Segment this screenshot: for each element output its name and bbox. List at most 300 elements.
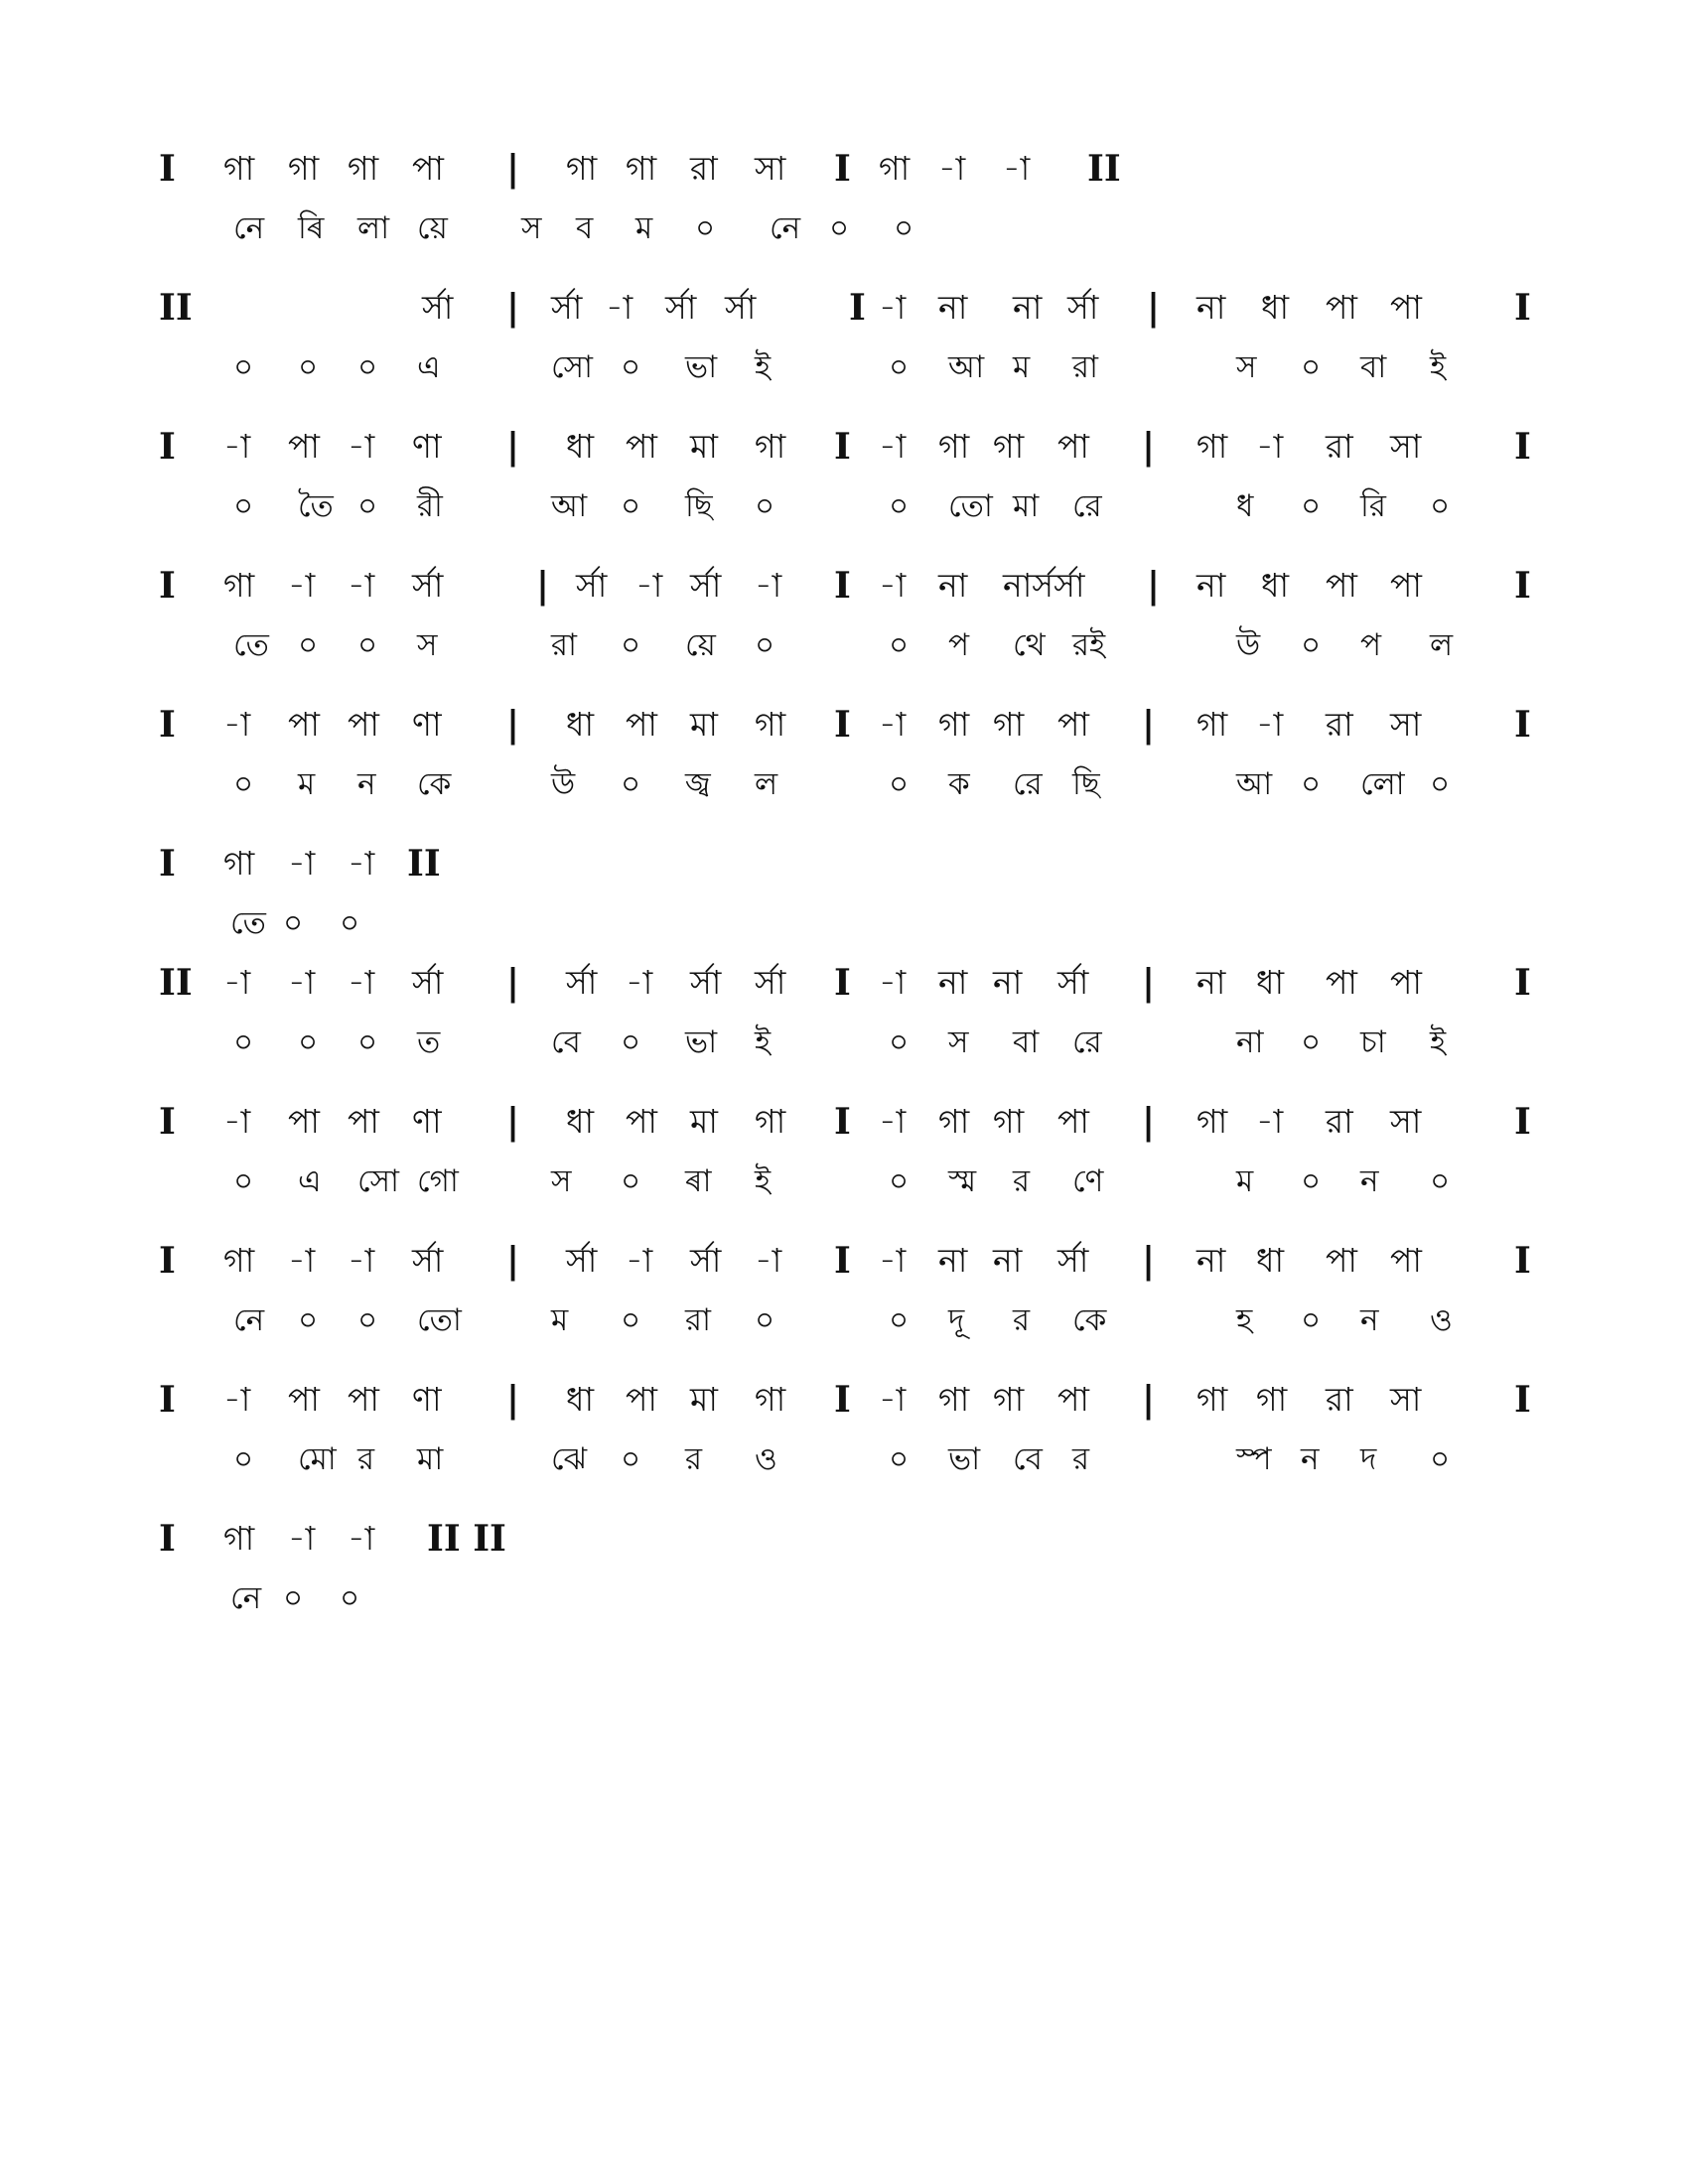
swara-note: পা: [1326, 288, 1357, 327]
lyric-syllable: ম: [635, 210, 653, 246]
lyric-syllable: ০: [695, 210, 716, 246]
lyric-syllable: ঝে: [551, 1441, 588, 1477]
lyric-syllable: র: [1072, 1441, 1090, 1477]
lyric-syllable: ০: [755, 1302, 775, 1338]
swara-note: রা: [690, 149, 718, 188]
lyric-syllable: ০: [889, 627, 910, 663]
notation-line: [0, 695, 1688, 814]
lyric-syllable: ০: [1430, 766, 1451, 802]
swara-note: পা: [626, 1380, 657, 1419]
swara-note: র্সা: [755, 963, 786, 1002]
lyric-syllable: থে: [1013, 627, 1046, 663]
bar-line: I: [159, 148, 176, 190]
lyric-syllable: ভা: [685, 1024, 718, 1060]
swara-note: সা: [1390, 705, 1422, 744]
lyric-row: [0, 1013, 1688, 1072]
lyric-syllable: ম: [1236, 1163, 1254, 1199]
lyric-syllable: উ: [1236, 627, 1261, 663]
bar-line: I: [159, 1101, 176, 1143]
lyric-syllable: ও: [1430, 1302, 1453, 1338]
lyric-syllable: স: [521, 210, 542, 246]
lyric-syllable: মা: [1013, 488, 1040, 524]
lyric-syllable: ৰি: [298, 210, 325, 246]
swara-note: পা: [1057, 705, 1089, 744]
lyric-syllable: রে: [1013, 766, 1043, 802]
swara-note: -া: [626, 1241, 653, 1280]
swara-note: -া: [348, 427, 375, 466]
swara-note: না: [1196, 1241, 1226, 1280]
swara-note: সা: [755, 149, 786, 188]
lyric-syllable: ০: [1301, 349, 1322, 385]
lyric-syllable: ম: [551, 1302, 569, 1338]
lyric-syllable: ত: [417, 1024, 441, 1060]
lyric-syllable: ই: [1430, 1024, 1447, 1060]
swara-note: -া: [879, 1380, 907, 1419]
swara-note: পা: [348, 705, 379, 744]
swara-note: রা: [1326, 705, 1353, 744]
lyric-syllable: হ: [1236, 1302, 1253, 1338]
lyric-syllable: ০: [889, 1441, 910, 1477]
lyric-syllable: গো: [417, 1163, 459, 1199]
swara-note: -া: [348, 963, 375, 1002]
lyric-syllable: আ: [1236, 766, 1273, 802]
swara-note: -া: [938, 149, 966, 188]
bar-line: I: [159, 426, 176, 468]
lyric-syllable: ০: [621, 488, 641, 524]
lyric-syllable: ০: [357, 488, 378, 524]
swara-note: মা: [690, 705, 718, 744]
bar-line: II II: [427, 1518, 506, 1560]
swara-note: -া: [755, 1241, 782, 1280]
lyric-syllable: য়ে: [685, 627, 716, 663]
swara-note: পা: [626, 1102, 657, 1141]
swaralipi-row: [0, 953, 1688, 1013]
swara-note: -া: [348, 844, 375, 883]
lyric-syllable: দূ: [948, 1302, 965, 1338]
lyric-syllable: ০: [1430, 1441, 1451, 1477]
lyric-syllable: লো: [1360, 766, 1405, 802]
swara-note: না: [993, 963, 1023, 1002]
lyric-syllable: স: [1236, 349, 1257, 385]
lyric-syllable: ন: [1360, 1163, 1379, 1199]
lyric-syllable: ন: [1360, 1302, 1379, 1338]
notation-line: [0, 1092, 1688, 1211]
swara-note: পা: [1390, 1241, 1422, 1280]
swara-note: ণা: [412, 427, 442, 466]
lyric-syllable: মা: [417, 1441, 444, 1477]
swara-note: র্সা: [566, 1241, 598, 1280]
swara-note: পা: [626, 705, 657, 744]
swara-note: গা: [993, 427, 1025, 466]
swara-note: মা: [690, 427, 718, 466]
notation-line: [0, 417, 1688, 536]
lyric-syllable: ০: [621, 1302, 641, 1338]
lyric-syllable: ০: [621, 1441, 641, 1477]
swara-note: -া: [606, 288, 633, 327]
swara-note: গা: [288, 149, 320, 188]
bar-line: I: [1514, 426, 1531, 468]
bar-line: |: [1142, 704, 1156, 746]
lyric-syllable: ০: [233, 488, 254, 524]
lyric-syllable: বা: [1360, 349, 1387, 385]
lyric-syllable: স: [417, 627, 438, 663]
lyric-syllable: য়ে: [417, 210, 448, 246]
lyric-syllable: র: [685, 1441, 703, 1477]
bar-line: II: [159, 287, 193, 329]
swara-note: না: [938, 566, 968, 605]
swara-note: মা: [690, 1102, 718, 1141]
lyric-syllable: ০: [621, 349, 641, 385]
lyric-row: [0, 1152, 1688, 1211]
lyric-syllable: ০: [1301, 1024, 1322, 1060]
swara-note: -া: [755, 566, 782, 605]
lyric-syllable: ০: [621, 1163, 641, 1199]
lyric-syllable: ০: [1301, 1302, 1322, 1338]
swara-note: গা: [1196, 705, 1228, 744]
lyric-syllable: আ: [551, 488, 588, 524]
swara-note: না: [1196, 963, 1226, 1002]
lyric-syllable: ০: [621, 1024, 641, 1060]
bar-line: I: [834, 1379, 851, 1421]
lyric-syllable: তে: [233, 627, 269, 663]
swara-note: ধা: [566, 1380, 595, 1419]
swara-note: পা: [1390, 566, 1422, 605]
bar-line: |: [506, 426, 520, 468]
bar-line: I: [849, 287, 866, 329]
swara-note: -া: [288, 844, 316, 883]
lyric-syllable: রে: [1072, 488, 1102, 524]
swara-note: -া: [879, 427, 907, 466]
lyric-syllable: রি: [1360, 488, 1386, 524]
bar-line: |: [506, 148, 520, 190]
swara-note: গা: [755, 427, 786, 466]
swara-note: সা: [1390, 427, 1422, 466]
swara-note: ধা: [566, 1102, 595, 1141]
swara-note: পা: [1057, 427, 1089, 466]
swara-note: র্সা: [725, 288, 757, 327]
swara-note: গা: [755, 1102, 786, 1141]
bar-line: I: [1514, 287, 1531, 329]
swara-note: -া: [626, 963, 653, 1002]
swara-note: -া: [1256, 705, 1284, 744]
swara-note: না: [938, 963, 968, 1002]
bar-line: I: [834, 962, 851, 1004]
swara-note: -া: [879, 1102, 907, 1141]
lyric-syllable: রা: [551, 627, 578, 663]
swara-note: ধা: [1261, 288, 1290, 327]
lyric-syllable: রে: [1072, 1024, 1102, 1060]
lyric-syllable: ০: [357, 1024, 378, 1060]
lyric-syllable: ল: [755, 766, 778, 802]
swara-note: র্সা: [412, 566, 444, 605]
swara-note: র্সা: [690, 566, 722, 605]
swara-note: র্সা: [665, 288, 697, 327]
lyric-syllable: ০: [889, 488, 910, 524]
bar-line: |: [1142, 962, 1156, 1004]
swara-note: পা: [1326, 963, 1357, 1002]
swara-note: ণা: [412, 1380, 442, 1419]
bar-line: I: [159, 565, 176, 607]
swara-note: -া: [348, 566, 375, 605]
swara-note: পা: [626, 427, 657, 466]
swara-note: গা: [1196, 1380, 1228, 1419]
lyric-syllable: স: [948, 1024, 969, 1060]
swara-note: র্সা: [412, 963, 444, 1002]
bar-line: |: [1142, 426, 1156, 468]
notation-line: [0, 1231, 1688, 1350]
swara-note: ধা: [566, 705, 595, 744]
lyric-syllable: মো: [298, 1441, 337, 1477]
swara-note: -া: [223, 427, 251, 466]
lyric-syllable: ০: [283, 1580, 304, 1616]
lyric-syllable: ০: [889, 1302, 910, 1338]
lyric-syllable: আ: [948, 349, 985, 385]
lyric-syllable: ০: [340, 905, 360, 941]
lyric-syllable: ন: [357, 766, 376, 802]
swara-note: মা: [690, 1380, 718, 1419]
swaralipi-row: [0, 417, 1688, 477]
bar-line: |: [1142, 1379, 1156, 1421]
swara-note: নার্সর্সা: [1003, 566, 1085, 605]
lyric-syllable: ০: [889, 766, 910, 802]
bar-line: I: [1514, 565, 1531, 607]
lyric-row: [0, 754, 1688, 814]
lyric-syllable: সো: [357, 1163, 400, 1199]
swara-note: পা: [348, 1380, 379, 1419]
bar-line: I: [1514, 1240, 1531, 1282]
lyric-syllable: রা: [1072, 349, 1099, 385]
lyric-syllable: ল: [1430, 627, 1454, 663]
bar-line: |: [506, 1101, 520, 1143]
swara-note: ণা: [412, 705, 442, 744]
lyric-row: [0, 199, 1688, 258]
lyric-syllable: নে: [770, 210, 801, 246]
swara-note: -া: [635, 566, 663, 605]
swara-note: না: [938, 1241, 968, 1280]
lyric-syllable: র: [1013, 1163, 1031, 1199]
swara-note: গা: [879, 149, 911, 188]
lyric-syllable: ০: [894, 210, 914, 246]
lyric-syllable: ধ: [1236, 488, 1254, 524]
lyric-syllable: বে: [1013, 1441, 1043, 1477]
notation-line: [0, 953, 1688, 1072]
bar-line: |: [506, 1379, 520, 1421]
swara-note: না: [1196, 566, 1226, 605]
bar-line: |: [506, 287, 520, 329]
bar-line: I: [159, 704, 176, 746]
lyric-syllable: কে: [1072, 1302, 1107, 1338]
bar-line: I: [834, 1240, 851, 1282]
lyric-syllable: ০: [298, 627, 319, 663]
notation-line: [0, 139, 1688, 258]
swara-note: পা: [1057, 1102, 1089, 1141]
lyric-syllable: ম: [1013, 349, 1031, 385]
lyric-row: [0, 477, 1688, 536]
swaralipi-row: [0, 1231, 1688, 1291]
swara-note: র্সা: [1067, 288, 1099, 327]
notation-line: [0, 1509, 1688, 1628]
swara-note: র্সা: [566, 963, 598, 1002]
lyric-syllable: ০: [357, 349, 378, 385]
swara-note: পা: [1326, 566, 1357, 605]
lyric-syllable: ০: [298, 1302, 319, 1338]
bar-line: I: [159, 1518, 176, 1560]
swara-note: না: [993, 1241, 1023, 1280]
swara-note: পা: [1326, 1241, 1357, 1280]
swara-note: গা: [348, 149, 379, 188]
swara-note: র্সা: [576, 566, 608, 605]
lyric-syllable: ই: [1430, 349, 1447, 385]
lyric-syllable: ০: [1301, 766, 1322, 802]
bar-line: II: [1087, 148, 1121, 190]
swara-note: গা: [223, 1241, 255, 1280]
swara-note: পা: [288, 705, 320, 744]
swaralipi-row: [0, 1092, 1688, 1152]
lyric-syllable: ০: [1301, 1163, 1322, 1199]
lyric-syllable: ০: [233, 1024, 254, 1060]
swara-note: পা: [1057, 1380, 1089, 1419]
lyric-syllable: র: [1013, 1302, 1031, 1338]
lyric-syllable: ই: [755, 1163, 772, 1199]
swara-note: -া: [879, 1241, 907, 1280]
swara-note: পা: [288, 427, 320, 466]
swara-note: গা: [993, 1102, 1025, 1141]
swara-note: -া: [879, 566, 907, 605]
bar-line: I: [159, 1240, 176, 1282]
lyric-syllable: ০: [889, 1163, 910, 1199]
lyric-syllable: প: [1360, 627, 1382, 663]
lyric-syllable: লা: [357, 210, 390, 246]
lyric-syllable: ০: [889, 1024, 910, 1060]
bar-line: I: [1514, 1379, 1531, 1421]
swaralipi-row: [0, 139, 1688, 199]
swara-note: গা: [1196, 1102, 1228, 1141]
lyric-syllable: প: [948, 627, 970, 663]
bar-line: I: [834, 704, 851, 746]
swara-note: -া: [879, 963, 907, 1002]
swara-note: -া: [223, 963, 251, 1002]
bar-line: |: [506, 1240, 520, 1282]
swara-note: গা: [223, 1519, 255, 1558]
swara-note: ধা: [1256, 1241, 1285, 1280]
lyric-syllable: ০: [755, 627, 775, 663]
lyric-syllable: দ: [1360, 1441, 1377, 1477]
lyric-syllable: চা: [1360, 1024, 1386, 1060]
lyric-syllable: ছি: [685, 488, 713, 524]
bar-line: |: [1147, 287, 1161, 329]
lyric-syllable: ০: [233, 766, 254, 802]
lyric-syllable: ০: [340, 1580, 360, 1616]
swara-note: র্সা: [1057, 1241, 1089, 1280]
bar-line: I: [834, 148, 851, 190]
lyric-syllable: ভা: [948, 1441, 981, 1477]
lyric-syllable: স্ম: [948, 1163, 977, 1199]
swaralipi-row: [0, 834, 1688, 893]
lyric-syllable: ০: [1301, 627, 1322, 663]
swaralipi-row: [0, 1370, 1688, 1430]
lyric-syllable: তৈ: [298, 488, 334, 524]
swara-note: -া: [223, 705, 251, 744]
bar-line: |: [1142, 1101, 1156, 1143]
lyric-syllable: ভা: [685, 349, 718, 385]
lyric-syllable: ও: [755, 1441, 777, 1477]
lyric-syllable: ন: [1301, 1441, 1320, 1477]
lyric-syllable: বা: [1013, 1024, 1040, 1060]
swara-note: গা: [566, 149, 598, 188]
lyric-syllable: রই: [1072, 627, 1106, 663]
swara-note: -া: [348, 1519, 375, 1558]
lyric-syllable: বে: [551, 1024, 581, 1060]
lyric-syllable: স্প: [1236, 1441, 1272, 1477]
swaralipi-row: [0, 278, 1688, 338]
swara-note: -া: [288, 1241, 316, 1280]
swara-note: র্সা: [551, 288, 583, 327]
swara-note: গা: [223, 844, 255, 883]
lyric-syllable: রা: [685, 1302, 712, 1338]
swara-note: র্সা: [690, 1241, 722, 1280]
lyric-row: [0, 1291, 1688, 1350]
swara-note: -া: [223, 1380, 251, 1419]
lyric-syllable: ই: [755, 1024, 772, 1060]
swara-note: -া: [223, 1102, 251, 1141]
swara-note: -া: [288, 963, 316, 1002]
swara-note: -া: [879, 705, 907, 744]
lyric-syllable: এ: [417, 349, 441, 385]
swara-note: না: [938, 288, 968, 327]
lyric-syllable: রী: [417, 488, 443, 524]
lyric-syllable: ০: [621, 627, 641, 663]
swara-note: পা: [288, 1102, 320, 1141]
lyric-row: [0, 1430, 1688, 1489]
lyric-row: [0, 615, 1688, 675]
swara-note: -া: [288, 566, 316, 605]
lyric-syllable: ০: [357, 1302, 378, 1338]
lyric-syllable: এ: [298, 1163, 322, 1199]
swara-note: পা: [1390, 963, 1422, 1002]
lyric-syllable: ০: [1430, 1163, 1451, 1199]
swara-note: ণা: [412, 1102, 442, 1141]
swara-note: -া: [1256, 1102, 1284, 1141]
swara-note: গা: [755, 705, 786, 744]
swara-note: ধা: [1261, 566, 1290, 605]
swara-note: গা: [223, 566, 255, 605]
swara-note: ধা: [566, 427, 595, 466]
lyric-syllable: উ: [551, 766, 576, 802]
bar-line: I: [159, 843, 176, 885]
lyric-syllable: ছি: [1072, 766, 1100, 802]
lyric-syllable: ০: [357, 627, 378, 663]
swara-note: -া: [879, 288, 907, 327]
bar-line: I: [834, 565, 851, 607]
lyric-syllable: কে: [417, 766, 452, 802]
lyric-syllable: ০: [298, 1024, 319, 1060]
swara-note: রা: [1326, 1380, 1353, 1419]
bar-line: II: [407, 843, 441, 885]
lyric-syllable: ০: [283, 905, 304, 941]
swara-note: গা: [993, 705, 1025, 744]
lyric-row: [0, 893, 1688, 953]
swara-note: গা: [626, 149, 657, 188]
bar-line: I: [1514, 704, 1531, 746]
notation-line: [0, 834, 1688, 953]
swara-note: রা: [1326, 427, 1353, 466]
swaralipi-row: [0, 695, 1688, 754]
swara-note: গা: [755, 1380, 786, 1419]
bar-line: I: [159, 1379, 176, 1421]
lyric-syllable: ম: [298, 766, 316, 802]
notation-line: [0, 1370, 1688, 1489]
swara-note: র্সা: [422, 288, 454, 327]
